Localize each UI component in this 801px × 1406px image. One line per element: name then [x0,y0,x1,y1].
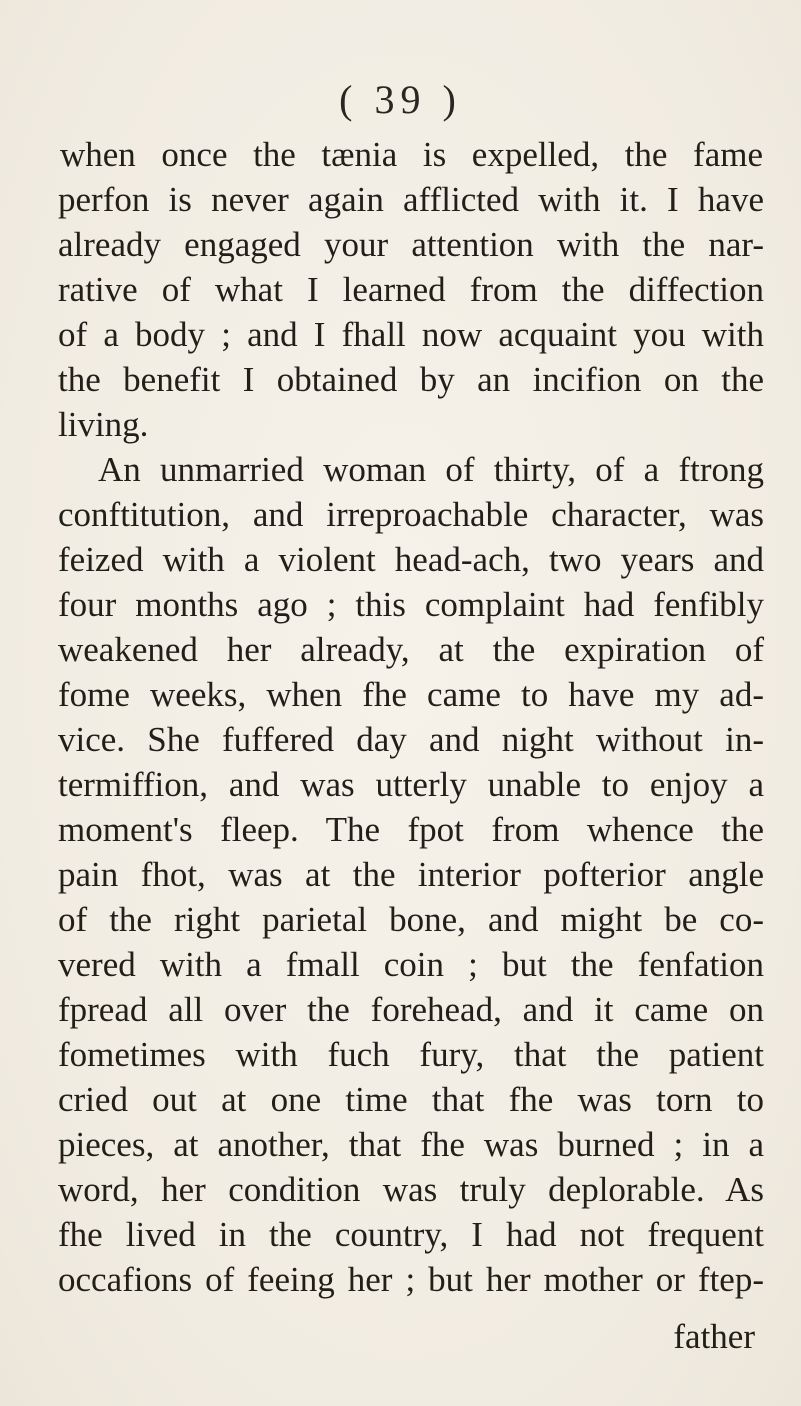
text-line: vice. She fuffered day and night without in- [58,720,764,759]
text-line: termiffion, and was utterly unable to enjoy a [58,765,764,804]
text-line: fometimes with fuch fury, that the patient [58,1035,764,1074]
text-line: fhe lived in the country, I had not frequent [58,1215,764,1254]
text-line: living. [58,405,149,444]
text-line: fome weeks, when fhe came to have my ad- [58,675,764,714]
text-line: weakened her already, at the expiration of [58,630,764,669]
text-line: cried out at one time that fhe was torn to [58,1080,764,1119]
text-line: already engaged your attention with the nar- [58,225,764,264]
text-line: occafions of feeing her ; but her mother or ftep- [58,1260,764,1299]
text-line: word, her condition was truly deplorable. As [58,1170,764,1209]
text-line: rative of what I learned from the diffection [58,270,764,309]
text-line: the benefit I obtained by an incifion on the [58,360,764,399]
text-line: conftitution, and irreproachable character, was [58,495,764,534]
text-line: An unmarried woman of thirty, of a ftrong [98,450,764,489]
text-line: fpread all over the forehead, and it came on [58,990,764,1029]
text-line: four months ago ; this complaint had fenfibly [58,585,764,624]
text-line: of the right parietal bone, and might be co- [58,900,764,939]
text-line: pain fhot, was at the interior pofterior angle [58,855,764,894]
text-line: when once the tænia is expelled, the fame [60,135,763,174]
text-line: moment's fleep. The fpot from whence the [58,810,764,849]
catchword: father [673,1317,755,1356]
text-line: vered with a fmall coin ; but the fenfation [58,945,764,984]
text-line: perfon is never again afflicted with it. I have [58,180,764,219]
text-line: feized with a violent head-ach, two years and [58,540,764,579]
text-line: of a body ; and I fhall now acquaint you with [58,315,764,354]
text-line: pieces, at another, that fhe was burned ; in a [58,1125,764,1164]
page-number: ( 39 ) [339,77,462,122]
